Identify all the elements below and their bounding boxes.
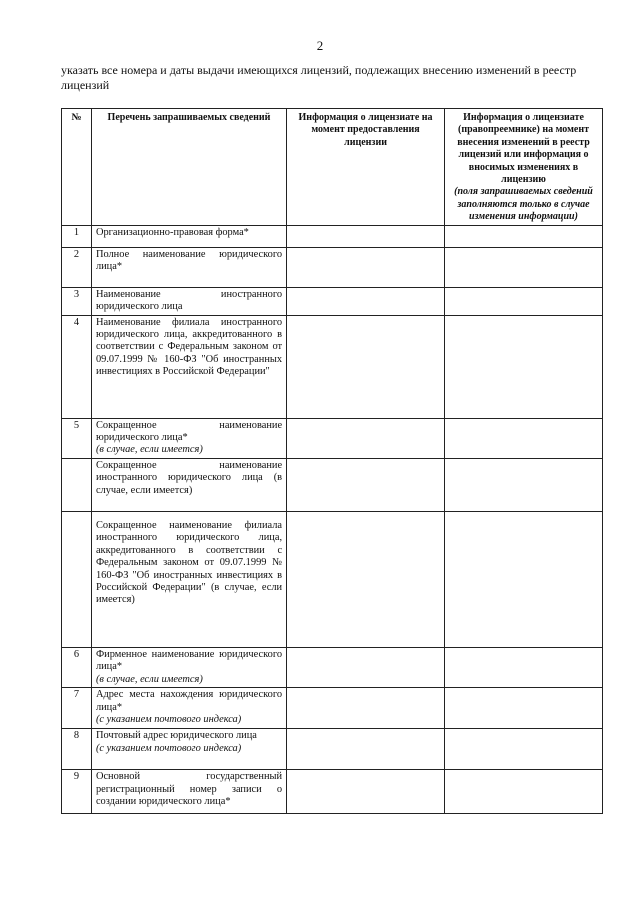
input-cell-at-grant[interactable] xyxy=(287,770,445,814)
table-row xyxy=(62,225,603,247)
row-label: Основной государственный регистрационный номер записи о создании юридического лица* xyxy=(91,770,286,814)
row-label: Полное наименование юридического лица* xyxy=(91,247,286,287)
input-cell-at-change[interactable] xyxy=(445,458,603,511)
row-label-hint: (с указанием почтового индекса) xyxy=(95,742,242,754)
row-label: Сокращенное наименование иностранного юридического лица (в случае, если имеется) xyxy=(91,458,286,511)
row-label-hint: (с указанием почтового индекса) xyxy=(95,713,242,725)
input-cell-at-grant[interactable] xyxy=(287,458,445,511)
row-label xyxy=(91,729,286,770)
row-label-text: Сокращенное наименование юридического лица* xyxy=(95,419,283,444)
row-label-text: Почтовый адрес юридического лица xyxy=(95,730,257,742)
row-label: Наименование иностранного юридического лица xyxy=(91,287,286,315)
input-cell-at-change[interactable] xyxy=(445,647,603,687)
table-row xyxy=(62,315,603,418)
row-number xyxy=(62,458,92,511)
row-label: Наименование филиала иностранного юридического лица, аккредитованного в соответствии с Федеральным законом от 09.07.1999 № 160-ФЗ "Об иностранных инвестициях в Российской Федерации" xyxy=(91,315,286,418)
input-cell-at-change[interactable] xyxy=(445,770,603,814)
header-info-at-grant: Информация о лицензиате на момент предоставления лицензии xyxy=(287,109,445,226)
input-cell-at-change[interactable] xyxy=(445,247,603,287)
header-info-at-change-note: (поля запрашиваемых сведений заполняются только в случае изменения информации) xyxy=(454,186,593,223)
input-cell-at-change[interactable] xyxy=(445,688,603,729)
input-cell-at-grant[interactable] xyxy=(287,315,445,418)
row-label-text: Организационно-правовая форма* xyxy=(95,226,249,238)
table-row xyxy=(62,458,603,511)
row-label xyxy=(91,647,286,687)
page-number: 2 xyxy=(316,38,324,53)
row-number: 5 xyxy=(62,418,92,458)
table-row xyxy=(62,247,603,287)
input-cell-at-grant[interactable] xyxy=(287,247,445,287)
row-number: 7 xyxy=(62,688,92,729)
row-label-hint: (в случае, если имеется) xyxy=(95,444,203,456)
row-number: 8 xyxy=(62,729,92,770)
row-number xyxy=(62,511,92,647)
table-header-row xyxy=(62,109,603,226)
row-number: 1 xyxy=(62,225,92,247)
table-row xyxy=(62,418,603,458)
table-row xyxy=(62,729,603,770)
row-label-hint: (в случае, если имеется) xyxy=(95,673,203,685)
header-number: № xyxy=(62,109,92,226)
table-row xyxy=(62,688,603,729)
table-row xyxy=(62,647,603,687)
row-label: Сокращенное наименование филиала иностранного юридического лица, аккредитованного в соответствии с Федеральным законом от 09.07.1999 № 160-ФЗ "Об иностранных инвестициях в Российской Федерации" (в случае, если имеется) xyxy=(91,511,286,647)
table-row xyxy=(62,511,603,647)
intro-paragraph: указать все номера и даты выдачи имеющихся лицензий, подлежащих внесению изменений в реестр лицензий xyxy=(61,63,577,92)
header-list: Перечень запрашиваемых сведений xyxy=(91,109,286,226)
row-label xyxy=(91,418,286,458)
row-number: 6 xyxy=(62,647,92,687)
input-cell-at-change[interactable] xyxy=(445,225,603,247)
license-info-table xyxy=(61,108,603,814)
input-cell-at-change[interactable] xyxy=(445,418,603,458)
row-number: 3 xyxy=(62,287,92,315)
table-row xyxy=(62,770,603,814)
row-number: 9 xyxy=(62,770,92,814)
input-cell-at-grant[interactable] xyxy=(287,225,445,247)
input-cell-at-grant[interactable] xyxy=(287,287,445,315)
input-cell-at-change[interactable] xyxy=(445,511,603,647)
input-cell-at-grant[interactable] xyxy=(287,729,445,770)
input-cell-at-change[interactable] xyxy=(445,315,603,418)
input-cell-at-grant[interactable] xyxy=(287,688,445,729)
row-number: 2 xyxy=(62,247,92,287)
header-info-at-change xyxy=(445,109,603,226)
input-cell-at-change[interactable] xyxy=(445,287,603,315)
header-info-at-change-title: Информация о лицензиате (правопреемнике) на момент внесения изменений в реестр лицензий или информация о вносимых изменениях в лицензию xyxy=(457,112,590,186)
row-label xyxy=(91,688,286,729)
table-row xyxy=(62,287,603,315)
input-cell-at-grant[interactable] xyxy=(287,418,445,458)
input-cell-at-change[interactable] xyxy=(445,729,603,770)
row-label xyxy=(91,225,286,247)
input-cell-at-grant[interactable] xyxy=(287,511,445,647)
row-label-text: Адрес места нахождения юридического лица* xyxy=(95,689,283,713)
row-label-text: Фирменное наименование юридического лица* xyxy=(95,648,283,673)
input-cell-at-grant[interactable] xyxy=(287,647,445,687)
row-number: 4 xyxy=(62,315,92,418)
